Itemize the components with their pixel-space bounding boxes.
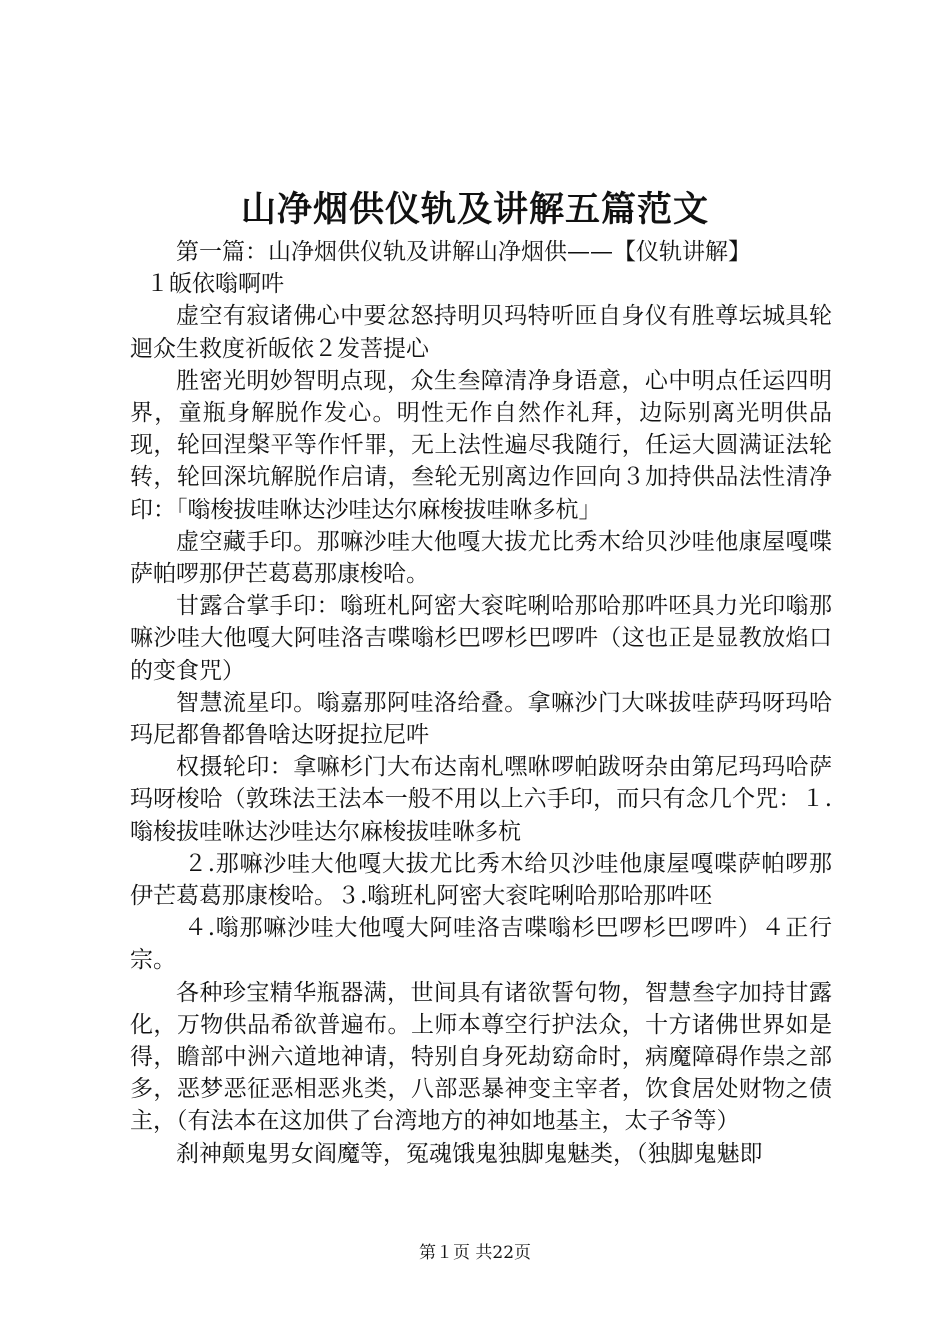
- paragraph: ４.嗡那嘛沙哇大他嘎大阿哇洛吉喋嗡杉巴啰杉巴啰吽）４正行宗。: [130, 915, 832, 974]
- paragraph: 甘露合掌手印：嗡班札阿密大衮咤唎哈那哈那吽呸具力光印嗡那嘛沙哇大他嘎大阿哇洛吉喋嗡杉巴啰杉巴啰吽（这也正是显教放焰口的变食咒）: [130, 593, 832, 684]
- paragraph: 虚空藏手印。那嘛沙哇大他嘎大拔尤比秀木给贝沙哇他康屋嘎喋萨帕啰那伊芒葛葛那康梭哈。: [130, 528, 832, 588]
- paragraph: 虚空有寂诸佛心中要忿怒持明贝玛特听匝自身仪有胜尊坛城具轮迴众生救度祈皈依２发菩提心: [130, 303, 832, 362]
- paragraph: 刹神颠鬼男女阎魔等，冤魂饿鬼独脚鬼魅类，（独脚鬼魅即: [176, 1140, 763, 1167]
- paragraph: 胜密光明妙智明点现，众生叁障清净身语意，心中明点任运四明界，童瓶身解脱作发心。明性无作自然作礼拜，边际别离光明供品现，轮回涅槃平等作忏罪，无上法性遍尽我随行，任运大圆满证法轮转，轮回深坑解脱作启请，叁轮无别离边作回向３加持供品法性清净印：「嗡梭拔哇咻达沙哇达尔麻梭拔哇咻多杭」: [130, 367, 832, 523]
- document-body: [130, 236, 832, 1170]
- document-title: 山净烟供仪轨及讲解五篇范文: [240, 189, 709, 230]
- paragraph-refuge: １皈依嗡啊吽: [146, 271, 284, 298]
- page-footer: 第１页 共22页: [418, 1243, 532, 1263]
- paragraph-chapter-heading: 第一篇：山净烟供仪轨及讲解山净烟供——【仪轨讲解】: [176, 239, 751, 265]
- paragraph: ２.那嘛沙哇大他嘎大拔尤比秀木给贝沙哇他康屋嘎喋萨帕啰那伊芒葛葛那康梭哈。３.嗡班札阿密大衮咤唎哈那哈那吽呸: [130, 850, 832, 910]
- paragraph: 各种珍宝精华瓶器满，世间具有诸欲誓句物，智慧叁字加持甘露化，万物供品希欲普遍布。上师本尊空行护法众，十方诸佛世界如是得，瞻部中洲六道地神请，特别自身死劫窈命时，病魔障碍作祟之部多，恶梦恶征恶相恶兆类，八部恶暴神变主宰者，饮食居处财物之债主，（有法本在这加供了台湾地方的神如地基主，太子爷等）: [130, 979, 832, 1135]
- paragraph: 权摄轮印：拿嘛杉门大布达南札嘿咻啰帕跋呀杂由第尼玛玛哈萨玛呀梭哈（敦珠法王法本一般不用以上六手印，而只有念几个咒：１.嗡梭拔哇咻达沙哇达尔麻梭拔哇咻多杭: [130, 754, 832, 845]
- paragraph: 智慧流星印。嗡嘉那阿哇洛给叠。拿嘛沙门大咪拔哇萨玛呀玛哈玛尼都鲁都鲁啥达呀捉拉尼吽: [130, 689, 832, 749]
